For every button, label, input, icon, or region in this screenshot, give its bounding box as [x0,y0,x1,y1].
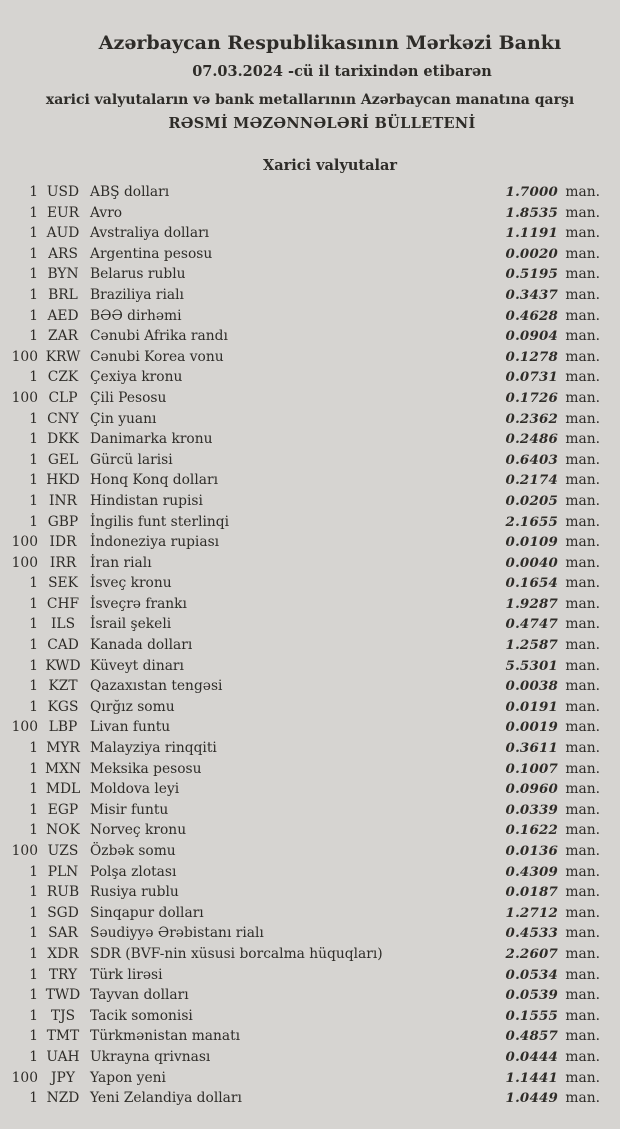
unit-label: man. [565,1048,600,1065]
quantity-value: 1 [29,451,38,468]
rate-value: 0.0109 [505,534,558,551]
currency-name: ABŞ dolları [90,184,170,200]
table-row [0,429,604,450]
unit-label: man. [565,863,600,880]
currency-code: AUD [46,225,80,242]
table-row [0,347,604,368]
currency-name: Meksika pesosu [90,760,202,777]
currency-code: LBP [48,719,78,736]
currency-code: IRR [49,554,77,571]
table-row [0,491,604,512]
quantity-value: 1 [29,1090,38,1107]
rate-value: 0.0020 [505,245,558,262]
quantity-value: 1 [29,925,38,942]
table-row [0,779,604,800]
quantity-value: 1 [29,678,38,695]
quantity-value: 1 [29,698,38,715]
quantity-value: 1 [29,513,38,530]
currency-code: ZAR [48,328,78,345]
unit-label: man. [565,389,600,406]
table-row [0,244,604,265]
quantity-value: 1 [29,204,38,221]
table-row [0,1026,604,1047]
currency-name: Yeni Zelandiya dolları [90,1090,242,1107]
currency-name: Belarus rublu [90,266,186,283]
bulletin-subtitle-line1: xarici valyutaların və bank metallarının Azərbaycan manatına qarşı [45,92,575,108]
currency-code: TRY [48,966,78,983]
rate-value: 0.1007 [505,760,558,777]
rate-value: 0.4533 [505,925,558,942]
unit-label: man. [565,204,600,221]
rate-value: 1.1441 [505,1069,558,1086]
rate-value: 0.1622 [505,822,558,839]
table-row [0,985,604,1006]
table-row [0,264,604,285]
currency-name: Avro [90,204,123,221]
quantity-value: 100 [11,1069,38,1086]
table-row [0,903,604,924]
currency-name: Cənubi Korea vonu [90,348,224,365]
currency-code: NZD [46,1090,80,1107]
quantity-value: 100 [11,389,38,406]
unit-label: man. [565,431,600,448]
rate-value: 0.5195 [505,266,558,283]
currency-name: Malayziya rinqqiti [90,740,217,757]
unit-label: man. [565,286,600,303]
unit-label: man. [565,575,600,592]
currency-code: TWD [45,987,81,1004]
quantity-value: 1 [29,987,38,1004]
currency-code: EGP [47,801,79,818]
rate-value: 0.0960 [505,781,558,798]
currency-name: Norveç kronu [90,822,187,839]
currency-name: Moldova leyi [90,781,180,798]
currency-name: Gürcü larisi [90,451,173,468]
rate-value: 0.0731 [505,369,558,386]
rate-value: 0.0191 [505,698,558,715]
quantity-value: 1 [29,1028,38,1045]
quantity-value: 1 [29,945,38,962]
table-row [0,326,604,347]
currency-code: UZS [47,843,79,859]
unit-label: man. [565,945,600,962]
table-row [0,450,604,471]
quantity-value: 1 [29,884,38,901]
quantity-value: 100 [11,534,38,551]
quantity-value: 1 [29,286,38,303]
currency-code: KRW [45,348,81,365]
currency-code: INR [49,492,77,509]
quantity-value: 100 [11,719,38,736]
currency-code: BRL [48,286,78,303]
currency-name: Qırğız somu [90,698,175,715]
quantity-value: 1 [29,966,38,983]
currency-name: İngilis funt sterlinqi [90,513,230,530]
currency-name: Tacik somonisi [90,1007,193,1024]
currency-name: BƏƏ dirhəmi [90,307,182,324]
currency-name: Sinqapur dolları [90,904,204,921]
currency-name: Çexiya kronu [90,369,183,386]
unit-label: man. [565,987,600,1004]
table-row [0,1047,604,1068]
rate-value: 1.2587 [505,637,558,654]
rate-value: 0.0534 [505,966,558,983]
unit-label: man. [565,348,600,365]
quantity-value: 1 [29,410,38,427]
currency-name: Livan funtu [90,719,171,736]
table-row [0,306,604,327]
currency-name: Türkmənistan manatı [90,1028,241,1045]
table-row [0,367,604,388]
currency-name: Cənubi Afrika randı [90,328,228,345]
rate-value: 0.4747 [505,616,558,633]
currency-code: KGS [47,698,79,715]
quantity-value: 1 [29,266,38,283]
table-row [0,409,604,430]
currency-name: Honq Konq dolları [90,472,218,489]
unit-label: man. [565,307,600,324]
currency-name: Braziliya rialı [90,286,184,303]
currency-code: NOK [46,822,80,839]
currency-name: Misir funtu [90,801,169,818]
table-row [0,635,604,656]
table-row [0,203,604,224]
unit-label: man. [565,678,600,695]
currency-code: UAH [46,1048,80,1065]
unit-label: man. [565,843,600,859]
currency-name: İran rialı [90,554,152,571]
rate-value: 1.8535 [505,204,558,221]
quantity-value: 1 [29,760,38,777]
currency-code: MXN [44,760,82,777]
currency-code: SGD [47,904,79,921]
table-row [0,676,604,697]
currency-code: KZT [48,678,78,695]
rate-value: 1.9287 [505,595,558,612]
unit-label: man. [565,1069,600,1086]
rate-value: 1.2712 [505,904,558,921]
rate-value: 0.6403 [505,451,558,468]
currency-name: Türk lirəsi [90,966,163,983]
currency-name: Qazaxıstan tengəsi [90,678,223,695]
currency-code: BYN [47,266,79,283]
currency-name: İndoneziya rupiası [90,534,220,551]
unit-label: man. [565,184,600,200]
table-row [0,614,604,635]
table-row [0,862,604,883]
unit-label: man. [565,472,600,489]
rate-value: 1.7000 [505,184,558,200]
quantity-value: 100 [11,554,38,571]
table-row [0,573,604,594]
table-row [0,882,604,903]
table-row [0,820,604,841]
currency-name: Səudiyyə Ərəbistanı rialı [90,925,264,942]
rate-value: 0.0205 [505,492,558,509]
rate-value: 1.1191 [505,225,558,242]
currency-code: AED [47,307,79,324]
unit-label: man. [565,266,600,283]
unit-label: man. [565,595,600,612]
currency-name: Tayvan dolları [90,987,189,1004]
unit-label: man. [565,328,600,345]
currency-code: ILS [50,616,76,633]
rate-value: 0.0038 [505,678,558,695]
rate-value: 0.1278 [505,348,558,365]
table-row [0,697,604,718]
quantity-value: 1 [29,328,38,345]
effective-date-line: 07.03.2024 -cü il tarixindən etibarən [192,63,492,80]
currency-code: SAR [48,925,78,942]
bulletin-subtitle-line2: RƏSMİ MƏZƏNNƏLƏRİ BÜLLETENİ [168,115,476,132]
table-row [0,1068,604,1089]
currency-code: CHF [46,595,80,612]
table-row [0,923,604,944]
unit-label: man. [565,698,600,715]
rate-value: 0.1555 [505,1007,558,1024]
quantity-value: 1 [29,369,38,386]
table-row [0,1088,604,1109]
quantity-value: 1 [29,307,38,324]
unit-label: man. [565,657,600,674]
table-row [0,965,604,986]
table-row [0,656,604,677]
currency-name: Yapon yeni [90,1069,166,1086]
quantity-value: 1 [29,1007,38,1024]
quantity-value: 1 [29,575,38,592]
rate-value: 0.0904 [505,328,558,345]
rate-value: 0.4628 [505,307,558,324]
table-row [0,182,604,203]
currency-code: HKD [46,472,80,489]
quantity-value: 1 [29,184,38,200]
rate-value: 0.0040 [505,554,558,571]
rate-value: 2.1655 [505,513,558,530]
unit-label: man. [565,781,600,798]
unit-label: man. [565,492,600,509]
currency-name: Rusiya rublu [90,884,179,901]
currency-name: Kanada dolları [90,637,193,654]
quantity-value: 1 [29,595,38,612]
currency-code: MDL [45,781,81,798]
currency-name: İsveçrə frankı [90,595,187,612]
currency-name: Argentina pesosu [90,245,213,262]
quantity-value: 100 [11,348,38,365]
table-row [0,223,604,244]
quantity-value: 1 [29,657,38,674]
unit-label: man. [565,884,600,901]
rate-value: 0.0339 [505,801,558,818]
unit-label: man. [565,760,600,777]
unit-label: man. [565,822,600,839]
rate-value: 0.3611 [505,740,558,757]
unit-label: man. [565,616,600,633]
currency-code: DKK [47,431,79,448]
section-title-foreign-currencies: Xarici valyutalar [262,157,398,174]
quantity-value: 1 [29,1048,38,1065]
unit-label: man. [565,1028,600,1045]
rate-value: 0.0187 [505,884,558,901]
rates-table [0,182,620,1109]
quantity-value: 1 [29,904,38,921]
currency-code: IDR [49,534,77,551]
rate-value: 0.3437 [505,286,558,303]
table-row [0,759,604,780]
quantity-value: 1 [29,225,38,242]
currency-code: CZK [47,369,79,386]
quantity-value: 1 [29,472,38,489]
currency-name: Danimarka kronu [90,431,213,448]
currency-code: MYR [46,740,80,757]
unit-label: man. [565,225,600,242]
rate-value: 1.0449 [505,1090,558,1107]
rate-value: 0.0136 [505,843,558,859]
table-row [0,944,604,965]
currency-code: XDR [47,945,79,962]
currency-code: CLP [48,389,78,406]
unit-label: man. [565,513,600,530]
unit-label: man. [565,966,600,983]
rate-value: 0.2362 [505,410,558,427]
currency-name: Özbək somu [90,843,176,859]
bulletin-header [0,0,620,134]
currency-name: İsveç kronu [90,575,172,592]
quantity-value: 1 [29,781,38,798]
table-row [0,470,604,491]
table-row [0,738,604,759]
table-row [0,532,604,553]
unit-label: man. [565,740,600,757]
table-row [0,594,604,615]
quantity-value: 1 [29,822,38,839]
table-row [0,800,604,821]
unit-label: man. [565,904,600,921]
unit-label: man. [565,719,600,736]
currency-code: CNY [47,410,79,427]
currency-code: RUB [46,884,80,901]
table-row [0,553,604,574]
table-row [0,512,604,533]
quantity-value: 1 [29,801,38,818]
currency-code: EUR [46,204,80,221]
currency-name: Avstraliya dolları [90,225,210,242]
rate-value: 0.2486 [505,431,558,448]
unit-label: man. [565,554,600,571]
table-row [0,1006,604,1027]
unit-label: man. [565,1090,600,1107]
currency-name: Polşa zlotası [90,863,177,880]
rate-value: 0.1726 [505,389,558,406]
unit-label: man. [565,801,600,818]
currency-name: Çili Pesosu [90,389,167,406]
currency-code: TMT [46,1028,80,1045]
currency-name: SDR (BVF-nin xüsusi borcalma hüquqları) [90,945,383,962]
quantity-value: 100 [11,843,38,859]
table-row [0,841,604,862]
rate-value: 0.4857 [505,1028,558,1045]
table-row [0,388,604,409]
quantity-value: 1 [29,616,38,633]
rate-value: 0.0539 [505,987,558,1004]
rate-value: 2.2607 [505,945,558,962]
quantity-value: 1 [29,740,38,757]
currency-code: ARS [48,245,78,262]
currency-code: CAD [47,637,79,654]
unit-label: man. [565,245,600,262]
currency-code: KWD [45,657,81,674]
rate-value: 0.0444 [505,1048,558,1065]
table-row [0,285,604,306]
unit-label: man. [565,925,600,942]
currency-name: Hindistan rupisi [90,492,203,509]
unit-label: man. [565,369,600,386]
unit-label: man. [565,534,600,551]
currency-code: JPY [51,1069,75,1086]
quantity-value: 1 [29,637,38,654]
quantity-value: 1 [29,245,38,262]
currency-name: Ukrayna qrivnası [90,1048,211,1065]
quantity-value: 1 [29,431,38,448]
table-row [0,717,604,738]
currency-code: GEL [47,451,79,468]
rate-value: 0.0019 [505,719,558,736]
currency-name: Çin yuanı [90,410,157,427]
rate-value: 5.5301 [505,657,558,674]
currency-name: İsrail şekeli [90,616,172,633]
currency-code: TJS [50,1007,76,1024]
unit-label: man. [565,410,600,427]
currency-code: PLN [47,863,79,880]
currency-code: GBP [47,513,79,530]
quantity-value: 1 [29,863,38,880]
unit-label: man. [565,1007,600,1024]
rate-value: 0.2174 [505,472,558,489]
unit-label: man. [565,451,600,468]
unit-label: man. [565,637,600,654]
currency-code: SEK [48,575,78,592]
bank-name-title: Azərbaycan Respublikasının Mərkəzi Bankı [98,32,562,54]
rate-value: 0.4309 [505,863,558,880]
rate-value: 0.1654 [505,575,558,592]
currency-code: USD [46,184,80,200]
quantity-value: 1 [29,492,38,509]
currency-name: Küveyt dinarı [90,657,184,674]
